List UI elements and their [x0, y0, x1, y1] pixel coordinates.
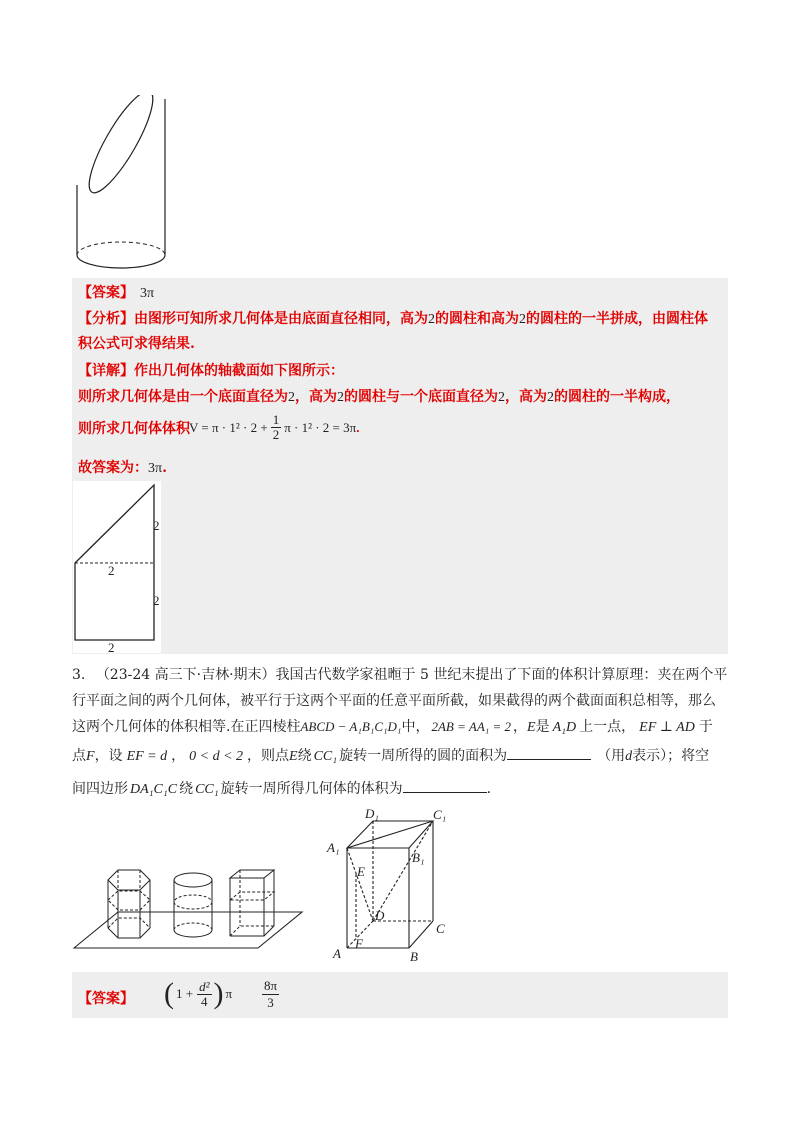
formula-fraction — [271, 413, 282, 442]
problem-number: 3. — [72, 667, 86, 683]
prism-name: ABCD − A₁B₁C₁D₁ — [300, 719, 402, 734]
problem3-text-5a: 间四边形 — [72, 781, 128, 797]
conclusion-period: . — [162, 460, 167, 476]
detail-line-2 — [78, 386, 680, 406]
condition-4: 0 < d < 2 — [189, 749, 244, 764]
problem3-text-5b: 绕 — [179, 781, 194, 797]
zu-geng-principle-figure — [70, 860, 310, 955]
formula-part-1: V = π · 1² · 2 + — [189, 419, 268, 435]
square-prism — [230, 870, 274, 936]
conclusion-value: 3π — [148, 461, 163, 476]
ans1-numerator: d² — [199, 978, 210, 994]
paren-left: ( — [164, 977, 174, 1010]
detail-label: 【详解】 — [78, 363, 134, 379]
problem3-line-4 — [72, 745, 709, 765]
ans1-pi: π — [225, 986, 233, 1001]
problem3-text-1: 我国古代数学家祖暅于 5 世纪末提出了下面的体积计算原理：夹在两个平 — [275, 667, 728, 683]
problem3-text-3f: 于 — [698, 719, 713, 735]
vertex-c1: C₁ — [433, 808, 447, 822]
fraction-numerator: 1 — [272, 412, 280, 427]
problem3-text-5c: 旋转一周所得几何体的体积为 — [220, 781, 403, 797]
vertex-a: A — [333, 946, 341, 961]
problem3-text-3b: 中， — [401, 719, 430, 735]
vertex-d1: D₁ — [365, 808, 379, 821]
detail-line-3 — [78, 418, 190, 438]
num-diameter-1: 2 — [288, 390, 295, 405]
analysis-height-1: 2 — [428, 312, 435, 327]
hexagonal-prism — [108, 870, 150, 938]
analysis-line-1 — [78, 308, 708, 328]
detail-text-3a: 则所求几何体体积 — [78, 421, 190, 437]
problem3-text-3a: 这两个几何体的体积相等.在正四棱柱 — [72, 719, 301, 735]
vertex-a1: A₁ — [327, 840, 340, 855]
problem3-line-1 — [72, 664, 727, 684]
ans1-denominator: 4 — [201, 993, 208, 1009]
problem3-text-3d: 是 — [535, 719, 550, 735]
answer3-value-1 — [164, 974, 232, 1014]
problem3-text-4c: ， — [171, 748, 186, 764]
ans2-denominator: 3 — [267, 995, 274, 1010]
vertex-b1: B₁ — [412, 850, 425, 865]
problem3-text-4g: （用 — [597, 748, 626, 764]
problem3-text-4h: 表示）；将空 — [632, 748, 710, 764]
axis-cc1: CC₁ — [313, 749, 338, 764]
detail-text-2c: 的圆柱与一个底面直径为 — [344, 389, 498, 405]
problem3-text-4a: 点 — [72, 748, 86, 764]
point-e-2: E — [289, 749, 298, 764]
analysis-text-3: 的圆柱的一半拼成，由圆柱体 — [526, 311, 708, 327]
analysis-text-2: 的圆柱和高为 — [435, 311, 519, 327]
paren-right: ) — [213, 977, 224, 1010]
condition-3: EF = d — [126, 749, 168, 764]
cylinder — [174, 873, 212, 937]
ans1-one: 1 + — [176, 986, 194, 1001]
fraction-denominator: 2 — [272, 427, 280, 442]
detail-line-1 — [78, 360, 344, 380]
point-f-label: F — [355, 936, 363, 951]
answer-value: 3π — [140, 286, 155, 301]
problem3-text-4f: 旋转一周所得的圆的面积为 — [339, 748, 508, 764]
ans1-fraction — [197, 980, 211, 1009]
answer-blank-1[interactable] — [507, 758, 591, 760]
prism-figure — [325, 808, 455, 966]
volume-formula — [189, 413, 359, 442]
point-e-label: E — [357, 864, 365, 879]
conclusion-label: 故答案为： — [78, 460, 148, 476]
axis-cc1-2: CC₁ — [195, 782, 219, 797]
point-f: F — [86, 749, 95, 764]
detail-text-2a: 则所求几何体是由一个底面直径为 — [78, 389, 288, 405]
formula-period: . — [356, 419, 360, 435]
analysis-line-2: 积公式可求得结果. — [78, 336, 195, 352]
num-height-2: 2 — [547, 390, 554, 405]
problem3-text-4d: ，则点 — [247, 748, 290, 764]
quadrilateral: DA₁C₁C — [130, 782, 178, 797]
label-width-bottom: 2 — [108, 640, 115, 655]
analysis-label: 【分析】 — [78, 311, 134, 327]
condition-2: EF ⊥ AD — [639, 720, 695, 735]
point-e: E — [527, 720, 536, 735]
analysis-text-1: 由图形可知所求几何体是由底面直径相同，高为 — [134, 311, 428, 327]
analysis-height-2: 2 — [519, 312, 526, 327]
answer3-label: 【答案】 — [78, 991, 134, 1007]
label-height-top: 2 — [153, 518, 160, 533]
ans2-numerator: 8π — [264, 978, 278, 993]
oblique-cylinder-figure — [70, 95, 170, 275]
problem-source: （23-24 高三下·吉林·期末） — [95, 667, 276, 683]
problem3-line-5 — [72, 778, 491, 798]
condition-1: 2AB = AA₁ = 2 — [431, 719, 512, 734]
problem3-text-4e: 绕 — [297, 748, 312, 764]
label-width-mid: 2 — [108, 563, 115, 578]
conclusion-line — [78, 457, 167, 477]
detail-text-1: 作出几何体的轴截面如下图所示： — [134, 363, 344, 379]
problem3-text-5d: . — [486, 781, 492, 797]
answer3-value-2 — [262, 978, 279, 1011]
answer-blank-2[interactable] — [403, 791, 487, 793]
problem3-text-3e: 上一点， — [579, 719, 636, 735]
detail-text-2e: 的圆柱的一半构成， — [554, 389, 680, 405]
vertex-b: B — [410, 949, 418, 964]
problem3-text-4b: ，设 — [94, 748, 123, 764]
vertex-c: C — [436, 921, 445, 936]
detail-text-2d: ，高为 — [505, 389, 547, 405]
problem3-line-2: 行平面之间的两个几何体，被平行于这两个平面的任意平面所截，如果截得的两个截面面积总相等，那么 — [72, 693, 716, 709]
formula-part-2: π · 1² · 2 = 3π — [284, 419, 357, 435]
problem3-line-3 — [72, 716, 713, 736]
label-height-bottom: 2 — [153, 593, 160, 608]
detail-text-2b: ，高为 — [295, 389, 337, 405]
problem3-text-3c: ， — [513, 719, 528, 735]
cross-section-figure — [70, 480, 170, 655]
answer-label: 【答案】 — [78, 285, 134, 301]
num-height-1: 2 — [337, 390, 344, 405]
segment-a1d: A₁D — [552, 720, 577, 735]
vertex-d: D — [375, 908, 385, 923]
variable-d: d — [625, 749, 633, 764]
num-diameter-2: 2 — [498, 390, 505, 405]
answer-line — [78, 282, 154, 302]
